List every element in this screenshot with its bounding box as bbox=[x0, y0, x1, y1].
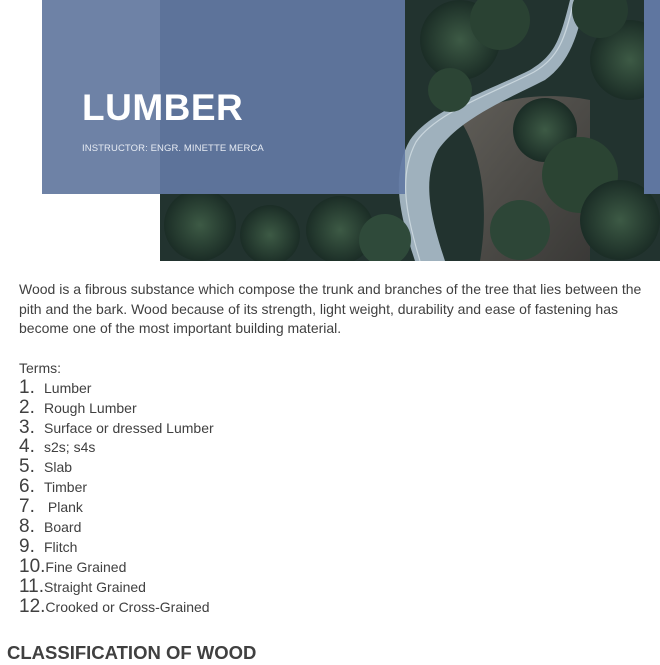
document-title: LUMBER bbox=[82, 87, 244, 128]
terms-list bbox=[19, 378, 644, 617]
term-number: 9. bbox=[19, 535, 35, 557]
term-label: Flitch bbox=[44, 538, 78, 555]
term-item bbox=[19, 418, 644, 438]
term-label: Rough Lumber bbox=[44, 399, 137, 416]
term-item bbox=[19, 398, 644, 418]
term-label: Fine Grained bbox=[45, 558, 127, 575]
term-label: Plank bbox=[44, 499, 83, 516]
term-label: Timber bbox=[44, 479, 88, 496]
term-number: 11. bbox=[19, 575, 45, 597]
term-item bbox=[19, 497, 644, 517]
term-number: 4. bbox=[19, 436, 35, 458]
term-number: 7. bbox=[19, 496, 35, 518]
term-item bbox=[19, 437, 644, 457]
term-number: 6. bbox=[19, 476, 35, 498]
term-item bbox=[19, 477, 644, 497]
term-item bbox=[19, 537, 644, 557]
term-item bbox=[19, 577, 644, 597]
term-number: 12. bbox=[19, 595, 46, 617]
term-number: 8. bbox=[19, 516, 35, 538]
term-label: Slab bbox=[44, 459, 73, 476]
terms-label: Terms: bbox=[19, 359, 61, 376]
cover-banner bbox=[0, 0, 660, 262]
term-label: Crooked or Cross-Grained bbox=[45, 598, 210, 615]
term-item bbox=[19, 378, 644, 398]
section-heading-classification: CLASSIFICATION OF WOOD bbox=[7, 642, 257, 663]
term-item bbox=[19, 457, 644, 477]
term-item bbox=[19, 557, 644, 577]
term-number: 3. bbox=[19, 416, 35, 438]
term-label: s2s; s4s bbox=[44, 439, 96, 456]
term-number: 10. bbox=[19, 555, 46, 577]
term-label: Straight Grained bbox=[44, 578, 146, 595]
accent-strip bbox=[644, 0, 660, 194]
instructor-name: INSTRUCTOR: ENGR. MINETTE MERCA bbox=[82, 143, 264, 154]
intro-paragraph: Wood is a fibrous substance which compose the trunk and branches of the tree that lies between the pith and the bark. Wood because of its strength, light weight, durability and ease of fastening has become one of the most important building material. bbox=[19, 281, 642, 337]
term-label: Surface or dressed Lumber bbox=[44, 419, 214, 436]
term-number: 1. bbox=[19, 376, 35, 398]
term-number: 5. bbox=[19, 456, 35, 478]
term-item bbox=[19, 597, 644, 617]
term-number: 2. bbox=[19, 396, 35, 418]
term-label: Board bbox=[44, 519, 82, 536]
term-item bbox=[19, 517, 644, 537]
term-label: Lumber bbox=[44, 379, 92, 396]
document-body bbox=[19, 280, 644, 616]
